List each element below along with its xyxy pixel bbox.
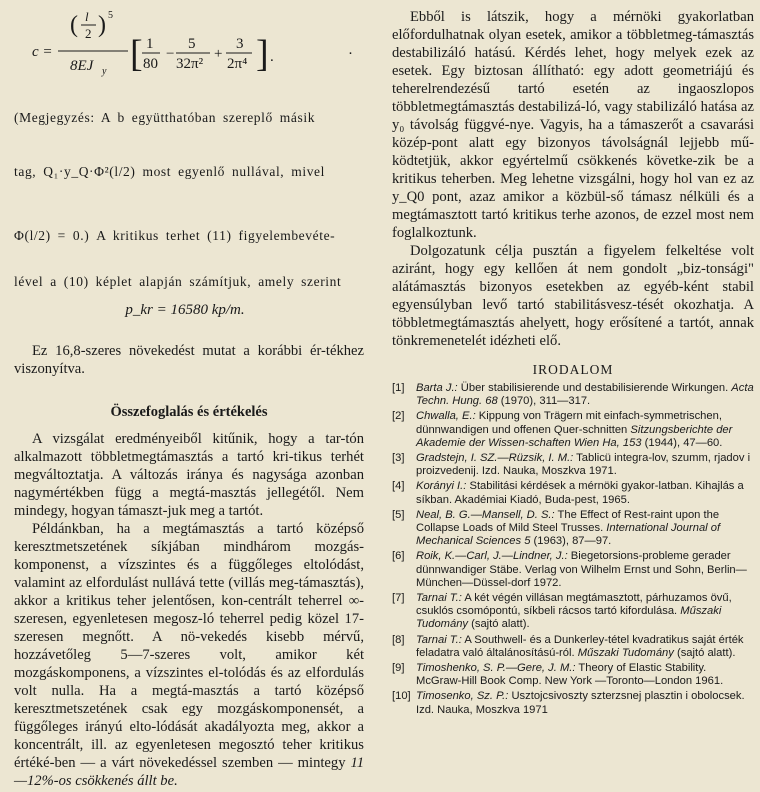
formula-lhs: c = — [32, 44, 53, 60]
reference-number: [1] — [392, 382, 405, 394]
reference-number: [8] — [392, 633, 405, 646]
reference-text — [416, 480, 754, 506]
reference-text — [416, 382, 754, 408]
reference-body: Theory of Elastic Stability. McGraw-Hill Book Comp. New York —Toronto—London 1961. — [416, 662, 724, 688]
reference-journal: International Journal of Mechanical Sciences 5 — [416, 522, 721, 548]
reference-number: [9] — [392, 662, 405, 675]
reference-number: [5] — [392, 508, 405, 521]
reference-body: Tablicü integra-lov, szumm, rjadov i proizvedenij. Izd. Nauka, Moszkva 1971. — [416, 452, 751, 478]
reference-body: Stabilitási kérdések a mérnöki gyakor-latban. Kihajlás a síkban. Akadémiai Kiadó, Buda-pest, 1965. — [416, 480, 744, 506]
reference-journal: Műszaki Tudomány — [577, 646, 674, 659]
reference-item — [392, 592, 754, 632]
note-line-2: tag, Q₁·y_Q·Φ²(l/2) most egyenlő nullával, mivel — [14, 164, 325, 179]
reference-list — [392, 382, 754, 719]
summary-paragraph-1: A vizsgálat eredményeiből kitűnik, hogy a tar-tón alkalmazott többletmegtámasztás a tartó kri-tikus terhét megváltoztatja. A változás iránya és nagysága azonban nagymértékben függ a megtá-masztás jellegétől. Nem mindegy, hogyan támaszt-juk meg a tartót. — [14, 431, 364, 519]
reference-author: Neal, B. G.—Mansell, D. S.: — [416, 508, 555, 521]
reference-journal: Acta Techn. Hung. 68 — [416, 382, 754, 408]
summary-paragraph-2 — [14, 520, 364, 790]
reference-body: Biegetorsions-probleme gerader dünnwandiger Stäbe. Verlag von Wilhelm Ernst und Sohn, Berlin—München—Düssel-dorf 1972. — [416, 550, 747, 589]
reference-number: [7] — [392, 592, 405, 605]
formula-t1-num: 1 — [146, 36, 154, 52]
reference-author: Tarnai T.: — [416, 592, 462, 605]
reference-text — [416, 452, 754, 478]
reference-author: Korányi I.: — [416, 480, 467, 493]
reference-rest: (1963), 87—97. — [530, 535, 612, 548]
note-line-1: (Megjegyzés: A b együtthatóban szereplő másik — [14, 110, 316, 125]
reference-text — [416, 690, 754, 716]
reference-body: Usztojcsivoszty szterzsnej plasztin i obolocsek. Izd. Nauka, Moszkva 1971 — [416, 690, 745, 716]
svg-text:·: · — [348, 46, 353, 62]
pkr-formula: p_kr = 16580 kp/m. — [125, 302, 245, 318]
reference-number: [2] — [392, 410, 405, 423]
formula-svg — [30, 6, 360, 86]
reference-number: [10] — [392, 690, 411, 703]
reference-item — [392, 410, 754, 450]
reference-rest: (sajtó alatt). — [468, 618, 530, 631]
reference-author: Timosenko, Sz. P.: — [416, 690, 509, 703]
reference-body: Kippung von Trägern mit einfach-symmetrischen, dünnwandigen und offenen Quer-schnitten — [416, 410, 722, 436]
formula-c — [30, 6, 360, 86]
reference-rest: (1944), 47—60. — [641, 436, 723, 449]
formula-t2-num: 5 — [188, 36, 196, 52]
paragraph-comparison: Ez 16,8-szeres növekedést mutat a korábbi ér-tékhez viszonyítva. — [14, 343, 364, 377]
references-heading: IRODALOM — [532, 362, 614, 377]
reference-text — [416, 410, 754, 450]
reference-body: A két végén villásan megtámasztott, párhuzamos övű, csuklós csomópontú, síkbeli rácsos tartó kifordulása. — [416, 592, 732, 618]
formula-t1-den: 80 — [143, 56, 158, 72]
reference-item — [392, 690, 754, 716]
reference-author: Roik, K.—Carl, J.—Lindner, J.: — [416, 550, 568, 563]
svg-text:(: ( — [70, 12, 78, 38]
reference-rest: (1970), 311—317. — [497, 395, 591, 408]
reference-item — [392, 480, 754, 506]
svg-text:]: ] — [256, 33, 269, 75]
section-heading: Összefoglalás és értékelés — [110, 404, 268, 420]
summary-paragraph-2-text: Példánkban, ha a megtámasztás a tartó középső keresztmetszetének síkjában mindhárom mozgás-komponenst, a vízszintes és a függőleges eltolódást, valamint az elfordulást nullává tette (villás meg-támasztás), akkor a kritikus teher jelentősen, kon-centrált teherrel ∞-szeresen, egyenletesen megosz-ló teherrel pedig közel 17-szeresen megnőtt. A nö-vekedés kisebb mérvű, hozzávetőleg 5—7-szeres volt, amikor két mozgáskomponens, a vízszintes el-tolódás és az elfordulás volt nulla. Ha a megtá-masztás a tartó középső keresztmetszetének csak egy mozgáskomponensét, a függőleges irányú elto-lódását akadályozta meg, akkor a koncentrált, ill. az egyenletesen megosztó teher kritikus értéké-ben — a várt növekedéssel szemben — mintegy — [14, 521, 364, 771]
formula-denominator-sub: y — [102, 66, 107, 77]
reference-author: Timoshenko, S. P.—Gere, J. M.: — [416, 662, 576, 675]
right-paragraph-1: Ebből is látszik, hogy a mérnöki gyakorlatban előfordulhatnak olyan esetek, amikor a többletmeg-támasztás destabilizáló hatású. Kérdés lehet, hogy melyek ezek az esetek. Egy biztosan állítható: egy adott geometriájú és teherelrendezésű tartó esetén az ingaoszlopos többletmegtámasztás destabilizá-ló, vagy stabilizáló hatása az y₀ távolság függvé-nye. Vagyis, ha a támaszerőt a csavarási közép-pont alatt egy bizonyos távolságnál lejjebb mű-ködtetjük, akkor egyértelmű csökkenés követke-zik be a kritikus teherben. Meg lehetne vizsgálni, hogy hol van ez az y_Q0 pont, azaz amikor a közbül-ső támasz nélküli és a megtámasztott tartó kritikus terhe azonos, de ezzel most nem foglalkoztunk. — [392, 9, 754, 241]
reference-rest: (sajtó alatt). — [673, 646, 736, 659]
reference-body: The Effect of Rest-raint upon the Collapse Loads of Mild Steel Trusses. — [416, 508, 720, 535]
reference-text — [416, 550, 754, 590]
reference-journal: Sitzungsberichte der Akademie der Wissen-schaften Wien Ha, 153 — [416, 423, 733, 449]
svg-text:[: [ — [130, 33, 143, 75]
formula-2: 2 — [85, 26, 92, 41]
formula-t3-num: 3 — [236, 36, 244, 52]
reference-number: [3] — [392, 452, 405, 465]
formula-l: l — [85, 9, 89, 24]
reference-author: Gradstejn, I. SZ.—Rüzsik, I. M.: — [416, 452, 574, 465]
reference-text — [416, 509, 754, 549]
reference-item — [392, 452, 754, 478]
note-line-3: Φ(l/2) = 0.) A kritikus terhet (11) figyelembevéte- — [14, 228, 336, 243]
note-line-4: lével a (10) képlet alapján számítjuk, amely szerint — [14, 274, 342, 289]
formula-t3-den: 2π⁴ — [227, 56, 248, 72]
reference-item — [392, 382, 754, 408]
reference-item — [392, 662, 754, 688]
reference-number: [6] — [392, 550, 405, 563]
reference-journal: Műszaki Tudomány — [416, 605, 722, 631]
svg-text:): ) — [98, 12, 106, 38]
reference-item — [392, 550, 754, 590]
reference-body: A Southwell- és a Dunkerley-tétel kvadratikus saját érték feladatra való általánosítású-ról. — [416, 633, 744, 659]
formula-plus: + — [214, 46, 223, 62]
formula-denominator: 8EJ — [70, 58, 94, 74]
reference-text — [416, 662, 754, 688]
right-paragraph-2: Dolgozatunk célja pusztán a figyelem felkeltése volt aziránt, hogy egy kellően át nem gondolt „biz-tonsági" alátámasztás bizonyos esetekben az egyéb-ként stabil egyensúlyban levő tartó stabilitásvesz-tését okozhatja. A többletmegtámasztás ahelyett, hogy erősítené a tartót, annak tönkremenetelét idézheti elő. — [392, 243, 754, 349]
reference-body: Über stabilisierende und destabilisierende Wirkungen. — [457, 382, 732, 394]
reference-item — [392, 634, 754, 660]
formula-t2-den: 32π² — [176, 56, 204, 72]
reference-author: Chwalla, E.: — [416, 410, 476, 423]
reference-text — [416, 592, 754, 632]
summary-paragraph-2-end: 11—12%-os csökkenés állt be. — [14, 755, 364, 789]
reference-text — [416, 634, 754, 660]
reference-author: Barta J.: — [416, 382, 458, 394]
formula-power: 5 — [108, 10, 113, 21]
reference-number: [4] — [392, 480, 405, 493]
reference-author: Tarnai T.: — [416, 633, 462, 646]
formula-end: . — [270, 49, 274, 65]
reference-item — [392, 509, 754, 549]
formula-minus: − — [166, 46, 175, 62]
